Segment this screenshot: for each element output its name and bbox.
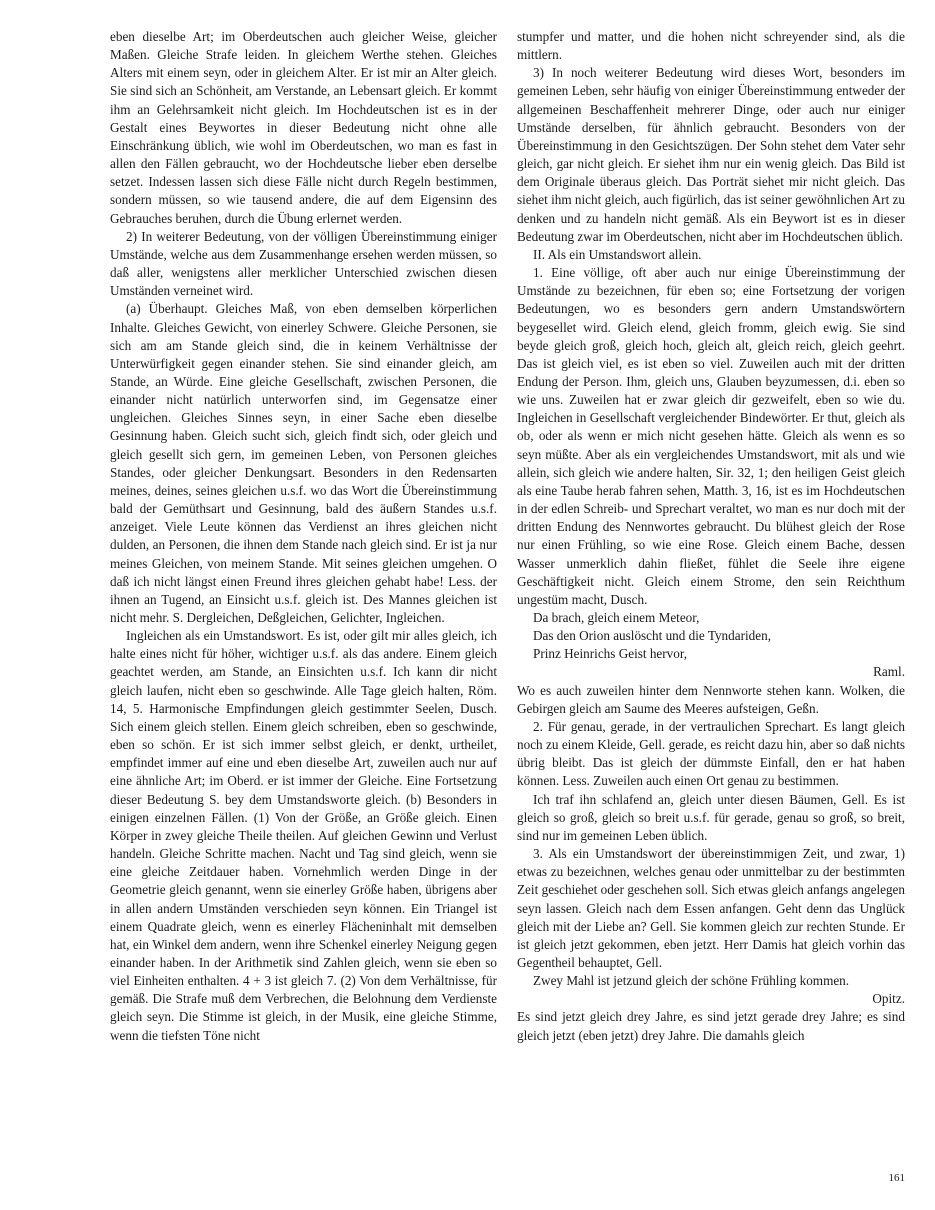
left-column <box>110 28 497 1045</box>
verse-line: Prinz Heinrichs Geist hervor, <box>533 646 688 662</box>
right-column <box>517 28 905 1045</box>
paragraph: Wo es auch zuweilen hinter dem Nennworte stehen kann. Wolken, die Gebirgen gleich am Saume des Meeres aufsteigen, Geßn. <box>517 682 905 716</box>
paragraph: 2) In weiterer Bedeutung, von der völligen Übereinstimmung einiger Umstände, welche aus dem Zusammenhange ersehen werden müssen, so daß aller, wenigstens aller merklicher Unterschied zwischen diesen Umständen verneinet wird. <box>110 228 497 299</box>
paragraph: Es sind jetzt gleich drey Jahre, es sind jetzt gerade drey Jahre; es sind gleich jetzt (eben jetzt) drey Jahre. Die damahls gleich <box>517 1009 905 1043</box>
verse-line: Das den Orion auslöscht und die Tyndariden, <box>533 628 771 644</box>
page-number: 161 <box>888 1172 905 1184</box>
paragraph: 3. Als ein Umstandswort der übereinstimmigen Zeit, und zwar, 1) etwas zu bezeichnen, welches genau oder unmittelbar zu der bestimmten Zeit geschiehet oder geschehen soll. Sich etwas gleich anfangs angelegen seyn lassen. Gleich nach dem Essen anfangen. Geht denn das Unglück gleich mit der Liebe an? Gell. Sie kommen gleich zur rechten Stunde. Er ist gleich jetzt gekommen, eben jetzt. Herr Damis hat gleich vorhin das Gegentheil behauptet, Gell. <box>517 846 905 970</box>
quote-author: Raml. <box>873 664 905 680</box>
quote-author: Opitz. <box>872 991 905 1007</box>
paragraph: 3) In noch weiterer Bedeutung wird dieses Wort, besonders im gemeinen Leben, sehr häufig von einiger Übereinstimmung entweder der allgemeinen Beschaffenheit mehrerer Dinge, oder auch nur einiger Umstände derselben, für ähnlich gebraucht. Besonders von der Übereinstimmung in den Gesichtszügen. Der Sohn stehet dem Vater sehr gleich, gar nicht gleich. Er siehet ihm nur ein wenig gleich. Das Bild ist dem Originale überaus gleich. Das Porträt siehet mir nicht gleich. Das siehet ihm nicht gleich, auch figürlich, das ist seiner gewöhnlichen Art zu denken und zu handeln nicht gemäß. Als ein Beywort ist es in dieser Bedeutung zwar im Oberdeutschen, nicht aber im Hochdeutschen üblich. <box>517 65 905 244</box>
paragraph: (a) Überhaupt. Gleiches Maß, von eben demselben körperlichen Inhalte. Gleiches Gewicht, von einerley Schwere. Gleiche Personen, sie sich am am Stande gleich sind, die in keinem Verhältnisse der Unterwürfigkeit gegen einander stehen. Sie sind einander gleich, am Stande, an Würde. Eine gleiche Gesellschaft, zwischen Personen, die einander nicht natürlich unterworfen sind, im Gegensatze einer ungleichen. Gleiches Sinnes seyn, in einer Sache eben dieselbe Gesinnung haben. Gleich sucht sich, gleich findt sich, oder gleich und gleich gesellt sich gern, im gemeinen Leben, von Personen gleiches Standes, oder gleicher Denkungsart. Besonders in den Redensarten meines, deines, seines gleichen u.s.f. wo das Wort die Übereinstimmung bald der Gemüthsart und Gesinnung, bald des äußern Standes u.s.f. anzeiget. Viele Leute können das Verdienst an ihres gleichen nicht dulden, an Personen, die ihnen dem Stande nach gleich sind. Er ist ja nur meines Gleichen, von meinem Stande. Mit seines gleichen umgehen. O daß ich nicht längst einen Freund ihres gleichen gehabt habe! Less. der ihnen an Tugend, an Einsicht u.s.f. gleich ist. Des Mannes gleichen ist nicht mehr. S. Dergleichen, Deßgleichen, Gelichter, Ingleichen. <box>110 301 497 625</box>
verse-line: Da brach, gleich einem Meteor, <box>533 610 700 625</box>
paragraph: 2. Für genau, gerade, in der vertraulichen Sprechart. Es langt gleich noch zu einem Kleide, Gell. gerade, es reicht dazu hin, aber so daß nichts übrig bleibt. Das ist gleich der dümmste Einfall, den er hat haben können. Less. Zuweilen auch einen Ort genau zu bestimmen. <box>517 718 905 789</box>
paragraph: stumpfer und matter, und die hohen nicht schreyender sind, als die mittlern. <box>517 29 905 63</box>
paragraph: 1. Eine völlige, oft aber auch nur einige Übereinstimmung der Umstände zu bezeichnen, für eben so; eine Fortsetzung der vorigen Bedeutungen, wo es besonders gern andern Umstandswörtern beygesellet wird. Gleich elend, gleich fromm, gleich ewig. Sie sind beyde gleich groß, gleich hoch, gleich alt, gleich reich, gleich geehrt. Das ist gleich viel, es ist eben so viel. Zuweilen auch mit der dritten Endung der Person. Ihm, gleich uns, Glauben beyzumessen, d.i. eben so wie uns. Zuweilen hat er zwar gleich dir gezweifelt, eben so wie du. Ingleichen in Gesellschaft vergleichender Bindewörter. Er thut, gleich als ob, oder als wenn er mich nicht gesehen hätte. Gleich als wenn es so seyn müßte. Aber als ein vergleichendes Umstandswort, mit als und wie allein, sich gleich wie andere halten, Sir. 32, 1; den heiligen Geist gleich als eine Taube herab fahren sehen, Matth. 3, 16, ist es im Hochdeutschen in der edlen Schreib- und Sprechart veraltet, wo man es nur doch mit der dritten Endung des Nennwortes gebraucht. Du blühest gleich der Rose nur einen Frühling, so wie eine Rose. Gleich einem Bache, dessen Wasser unmerklich dahin fließet, fühlet die Seele ihre eigene Geschäftigkeit nicht. Gleich einem Strome, den sein Reichthum ungestüm macht, Dusch. <box>517 265 905 607</box>
verse-line: Zwey Mahl ist jetzund gleich der schöne Frühling kommen. <box>533 973 850 989</box>
paragraph: eben dieselbe Art; im Oberdeutschen auch gleicher Weise, gleicher Maßen. Gleiche Strafe leiden. In gleichem Werthe stehen. Gleiches Alters mit einem seyn, oder in gleichem Alter. Er ist mir an Alter gleich. Sie sind sich an Schönheit, am Verstande, an Lebensart gleich. Er kommt ihm an Gelehrsamkeit nicht gleich. Im Hochdeutschen ist es in der Gestalt eines Beywortes in dieser Bedeutung nicht ohne alle Einschränkung üblich, wie wohl im Oberdeutschen, wo man es fast in allen den Fällen gebraucht, wo der Hochdeutsche lieber eben derselbe setzet. Indessen lassen sich diese Fälle nicht durch Regeln bestimmen, sondern müssen, so wie tausend andere, die auf dem Eigensinn des Gebrauches beruhen, durch die Übung erlernet werden. <box>110 29 497 226</box>
paragraph: Ingleichen als ein Umstandswort. Es ist, oder gilt mir alles gleich, ich halte eines nicht für höher, wichtiger u.s.f. als das andere. Einem gleich geachtet werden, am Stande, an Einsichten u.s.f. Ich kann dir nicht gleich laufen, nicht eben so geschwinde. Alle Tage gleich halten, Röm. 14, 5. Harmonische Empfindungen gleich gestimmter Seelen, Dusch. Sich einem gleich stellen. Einem gleich schreiben, eben so geschwinde, eben so schön. Er ist sich immer selbst gleich, er denkt, urtheilet, empfindet immer auf eine und eben dieselbe Art, zuweilen auch nur auf eine ähnliche Art; im Oberd. er ist immer der Gleiche. Eine Fortsetzung dieser Bedeutung S. bey dem Umstandsworte gleich. (b) Besonders in einigen einzelnen Fällen. (1) Von der Größe, an Größe gleich. Einen Körper in zwey gleiche Theile theilen. Auf gleichen Gewinn und Verlust handeln. Gleiche Schritte machen. Nacht und Tag sind gleich, wenn sie eine gleiche Zeitdauer haben. Vornehmlich werden Dinge in der Geometrie gleich genannt, wenn sie einerley Größe haben, übrigens aber in allen andern Umständen verschieden seyn können. Ein Triangel ist einem Quadrate gleich, wenn es einerley Flächeninhalt mit demselben hat, ein Winkel dem andern, wenn ihre Schenkel einerley Neigung gegen einander haben. In der Arithmetik sind Zahlen gleich, wenn sie eben so viel Einheiten enthalten. 4 + 3 ist gleich 7. (2) Von dem Verhältnisse, für gemäß. Die Strafe muß dem Verbrechen, die Belohnung dem Verdienste gleich seyn. Die Stimme ist gleich, in der Musik, eine gleiche Stimme, wenn die tiefsten Töne nicht <box>110 628 497 1043</box>
paragraph: Ich traf ihn schlafend an, gleich unter diesen Bäumen, Gell. Es ist gleich so groß, gleich so breit u.s.f. für gerade, genau so groß, so breit, sind nur im gemeinen Leben üblich. <box>517 791 905 843</box>
section-heading: II. Als ein Umstandswort allein. <box>533 246 702 262</box>
